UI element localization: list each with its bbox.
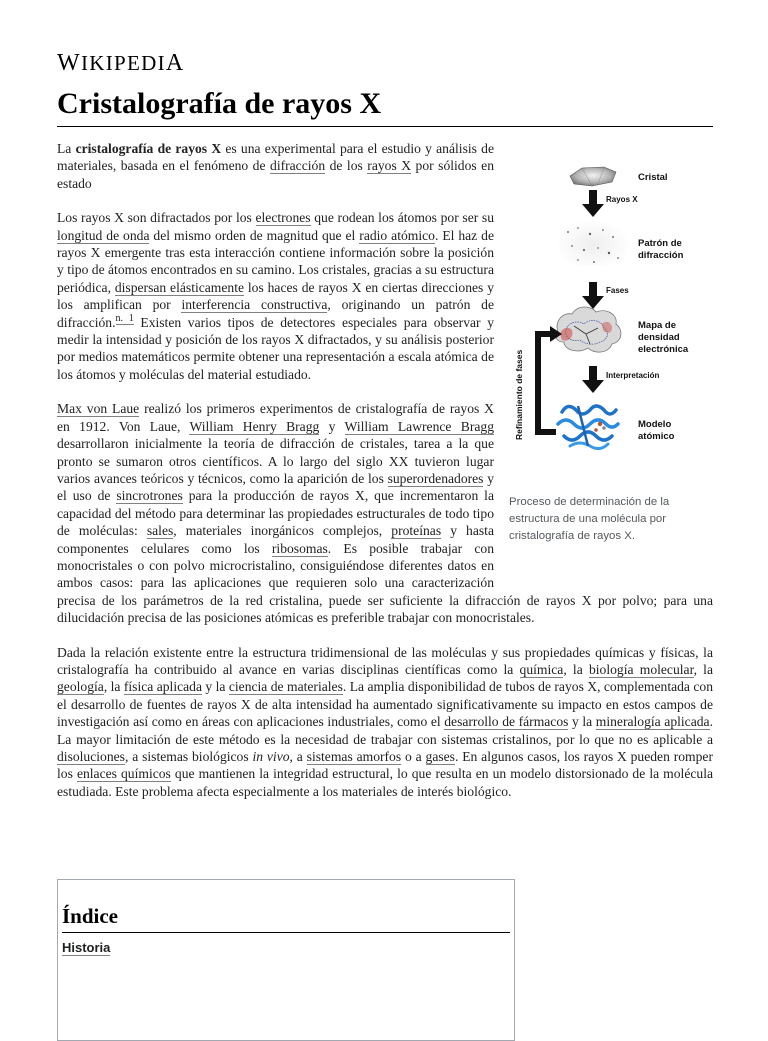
link-dispersan[interactable]: dispersan elásticamente	[114, 279, 245, 295]
paragraph-historia: Max von Laue realizó los primeros experimentos de cristalografía de rayos X en 1912. Von Laue, William Henry Bragg y William Lawrence Bragg desarrollaron inicialmente la teoría de difracción de cristales, tarea a la que pronto se sumaron otros científicos. A lo largo del siglo XX tuvieron lugar varios avances teóricos y técnicos, como la aparición de los superordenadores y el uso de sincrotrones para la producción de rayos X, que incrementaron la capacidad del método para determinar las propiedades estructurales de todo tipo de moléculas: sales, materiales inorgánicos complejos, proteínas y hasta componentes celulares como los ribosomas. Es posible trabajar con monocristales o con polvo microcristalino, consiguiéndose diferentes datos en ambos casos: para las aplicaciones que requieren solo una caracterización precisa de los parámetros de la red cristalina, puede ser suficiente la difracción de rayos X por polvo; para una dilucidación precisa de las posiciones atómicas es preferible trabajar con monocristales.	[57, 401, 713, 626]
link-superordenadores[interactable]: superordenadores	[387, 470, 484, 486]
label-mapa-1: Mapa de	[638, 320, 677, 331]
link-ciencia-de-materiales[interactable]: ciencia de materiales	[228, 679, 343, 695]
label-interpretacion: Interpretación	[606, 371, 660, 380]
label-patron-1: Patrón de	[638, 238, 682, 249]
page-title: Cristalografía de rayos X	[57, 87, 382, 120]
link-geologia[interactable]: geología	[57, 679, 104, 695]
atomic-model-image	[558, 406, 618, 449]
crystal-image	[570, 167, 616, 186]
link-william-henry-bragg[interactable]: William Henry Bragg	[189, 418, 320, 434]
article-content	[57, 140, 713, 817]
label-patron-2: difracción	[638, 250, 684, 261]
paragraph-aplicaciones: Dada la relación existente entre la estructura tridimensional de las moléculas y sus propiedades químicas y físicas, la cristalografía ha contribuido al avance en varias disciplinas científicas como la química, la biología molecular, la geología, la física aplicada y la ciencia de materiales. La amplia disponibilidad de tubos de rayos X, complementada con el desarrollo de fuentes de rayos X de alta intensidad ha aumentado significativamente su impacto en estos campos de investigación así como en áreas con aplicaciones industriales, como el desarrollo de fármacos y la mineralogía aplicada. La mayor limitación de este método es la necesidad de trabajar con sistemas cristalinos, por lo que no es aplicable a disoluciones, a sistemas biológicos in vivo, a sistemas amorfos o a gases. En algunos casos, los rayos X pueden romper los enlaces químicos que mantienen la integridad estructural, lo que resulta en un modelo distorsionado de la molécula estudiada. Este problema afecta especialmente a los materiales de interés biológico.	[57, 644, 714, 799]
label-modelo-2: atómico	[638, 431, 675, 442]
refinement-feedback-arrow	[538, 326, 562, 432]
link-disoluciones[interactable]: disoluciones	[57, 749, 125, 764]
link-max-von-laue[interactable]: Max von Laue	[57, 401, 140, 417]
link-biologia-molecular[interactable]: biología molecular	[588, 661, 694, 677]
label-mapa-2: densidad	[638, 332, 680, 343]
link-mineralogia-aplicada[interactable]: mineralogía aplicada	[595, 714, 710, 730]
label-modelo-1: Modelo	[638, 419, 672, 430]
label-refinamiento: Refinamiento de fases	[514, 349, 524, 440]
arrow-down-icon	[582, 190, 604, 217]
electron-density-map-image	[556, 307, 621, 352]
link-sales[interactable]: sales	[146, 523, 174, 539]
link-sincrotrones[interactable]: sincrotrones	[116, 488, 183, 504]
footnote-n1[interactable]: n. 1	[115, 313, 134, 325]
diffraction-pattern-image	[558, 222, 628, 268]
label-rayos-x: Rayos X	[606, 195, 638, 204]
arrow-down-icon	[582, 366, 604, 393]
toc-item-historia[interactable]: Historia	[62, 940, 111, 955]
link-rayos-x[interactable]: rayos X	[367, 158, 412, 174]
table-of-contents	[57, 879, 515, 1041]
figure-caption: Proceso de determinación de la estructura de una molécula por cristalografía de rayos X.	[509, 496, 670, 542]
figure-crystallography-process	[508, 140, 713, 582]
link-radio-atomico[interactable]: radio atómico	[359, 227, 435, 243]
link-difraccion[interactable]: difracción	[270, 158, 326, 174]
link-longitud-de-onda[interactable]: longitud de onda	[57, 227, 150, 243]
link-desarrollo-de-farmacos[interactable]: desarrollo de fármacos	[444, 714, 569, 730]
arrow-down-icon	[582, 282, 604, 309]
paragraph-rayos: Los rayos X son difractados por los electrones que rodean los átomos por ser su longitud de onda del mismo orden de magnitud que el radio atómico. El haz de rayos X emergente tras esta interacción contiene información sobre la posición y tipo de átomos encontrados en su camino. Los cristales, gracias a su estructura periódica, dispersan elásticamente los haces de rayos X en ciertas direcciones y los amplifican por interferencia constructiva, originando un patrón de difracción.$^{n. 1}$ Existen varios tipos de detectores especiales para observar y medir la intensidad y posición de los rayos X difractados, y su análisis posterior por medios matemáticos permite obtener una representación a escala atómica de los átomos y moléculas del material estudiado.	[57, 210, 494, 382]
label-mapa-3: electrónica	[638, 344, 689, 355]
label-fases: Fases	[606, 286, 629, 295]
link-quimica[interactable]: química	[519, 661, 564, 677]
link-enlaces-quimicos[interactable]: enlaces químicos	[76, 766, 171, 782]
toc-divider	[62, 932, 510, 933]
link-gases[interactable]: gases	[425, 749, 455, 764]
paragraph-intro: La cristalografía de rayos X es una experimental para el estudio y análisis de materiales, basada en el fenómeno de difracción de los rayos X por sólidos en estado	[57, 141, 495, 191]
wikipedia-logo[interactable]: WIKIPEDIA	[57, 50, 185, 76]
label-cristal: Cristal	[638, 172, 668, 183]
process-diagram[interactable]	[508, 162, 713, 490]
link-william-lawrence-bragg[interactable]: William Lawrence Bragg	[344, 418, 494, 434]
link-ribosomas[interactable]: ribosomas	[271, 540, 328, 556]
link-proteinas[interactable]: proteínas	[391, 523, 442, 539]
link-fisica-aplicada[interactable]: física aplicada	[123, 679, 202, 695]
link-sistemas-amorfos[interactable]: sistemas amorfos	[306, 749, 402, 764]
link-interferencia[interactable]: interferencia constructiva	[181, 297, 328, 313]
title-divider	[57, 126, 713, 127]
link-electrones[interactable]: electrones	[255, 210, 311, 226]
toc-title: Índice	[62, 904, 119, 928]
